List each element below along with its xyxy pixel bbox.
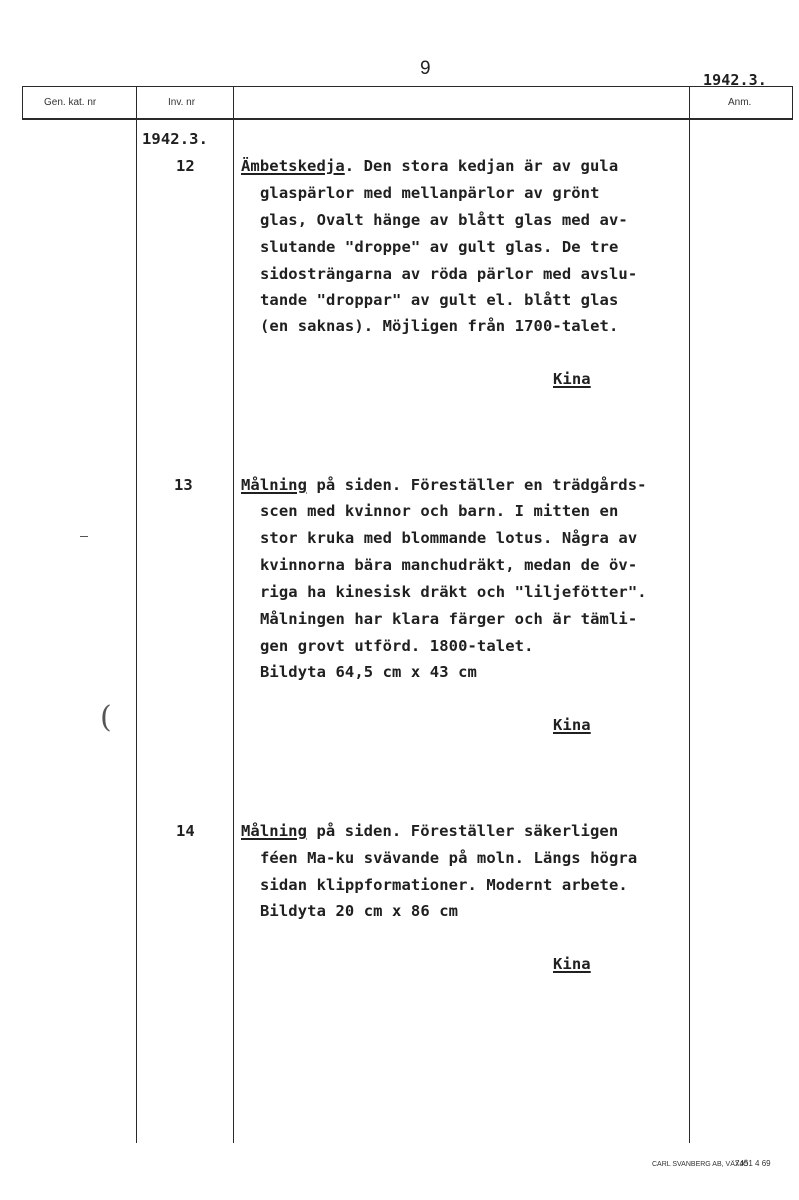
inv-number: 13 xyxy=(174,476,193,494)
entry-text-line: sidosträngarna av röda pärlor med avslu- xyxy=(260,265,638,283)
margin-dash-mark xyxy=(80,536,88,537)
entry-text-line: Bildyta 20 cm x 86 cm xyxy=(260,902,459,920)
column-rule-gen-inv xyxy=(136,86,137,1143)
entry-place: Kina xyxy=(553,955,591,973)
entry-title: Målning xyxy=(241,822,308,840)
entry-text-line: gen grovt utförd. 1800-talet. xyxy=(260,637,534,655)
header-bottom-rule xyxy=(22,118,793,120)
entry-text-line: riga ha kinesisk dräkt och "liljefötter". xyxy=(260,583,647,601)
entry-text-line: scen med kvinnor och barn. I mitten en xyxy=(260,502,619,520)
footer-printer: CARL SVANBERG AB, VÄXJÖ xyxy=(652,1161,749,1168)
entry-text-line: glas, Ovalt hänge av blått glas med av- xyxy=(260,211,628,229)
inv-number: 14 xyxy=(176,822,195,840)
column-rule-inv-text xyxy=(233,86,234,1143)
series-label: 1942.3. xyxy=(142,130,209,148)
series-top-right: 1942.3. xyxy=(703,71,767,89)
page-number: 9 xyxy=(420,58,431,79)
entry-text-line: kvinnorna bära manchudräkt, medan de öv- xyxy=(260,556,638,574)
entry-text-line: slutande "droppe" av gult glas. De tre xyxy=(260,238,619,256)
entry-text-line: tande "droppar" av gult el. blått glas xyxy=(260,291,619,309)
entry-text-line: stor kruka med blommande lotus. Några av xyxy=(260,529,638,547)
entry-text-line: féen Ma-ku svävande på moln. Längs högra xyxy=(260,849,638,867)
entry-text-line: glaspärlor med mellanpärlor av grönt xyxy=(260,184,600,202)
inv-number: 12 xyxy=(176,157,195,175)
entry-first-line-text: på siden. Föreställer säkerligen xyxy=(307,822,619,840)
footer-form-code: 7451 4 69 xyxy=(735,1159,771,1168)
column-rule-left-edge xyxy=(22,86,23,120)
entry-first-line xyxy=(241,822,618,840)
entry-first-line-text: . Den stora kedjan är av gula xyxy=(344,157,619,175)
entry-text-line: Målningen har klara färger och är tämli- xyxy=(260,610,638,628)
header-top-rule xyxy=(22,86,793,87)
entry-first-line xyxy=(241,157,618,175)
header-gen-kat-nr: Gen. kat. nr xyxy=(44,97,97,108)
header-anm: Anm. xyxy=(728,97,752,108)
entry-first-line xyxy=(241,476,647,494)
entry-place: Kina xyxy=(553,370,591,388)
column-rule-text-anm xyxy=(689,86,690,1143)
entry-title: Ämbetskedja xyxy=(241,157,345,175)
entry-text-line: (en saknas). Möjligen från 1700-talet. xyxy=(260,317,619,335)
entry-text-line: sidan klippformationer. Modernt arbete. xyxy=(260,876,628,894)
entry-text-line: Bildyta 64,5 cm x 43 cm xyxy=(260,663,477,681)
entry-title: Målning xyxy=(241,476,308,494)
column-rule-right-edge xyxy=(792,86,793,120)
header-inv-nr: Inv. nr xyxy=(168,97,196,108)
entry-first-line-text: på siden. Föreställer en trädgårds- xyxy=(307,476,647,494)
entry-place: Kina xyxy=(553,716,591,734)
margin-bracket-mark: ( xyxy=(100,700,112,735)
